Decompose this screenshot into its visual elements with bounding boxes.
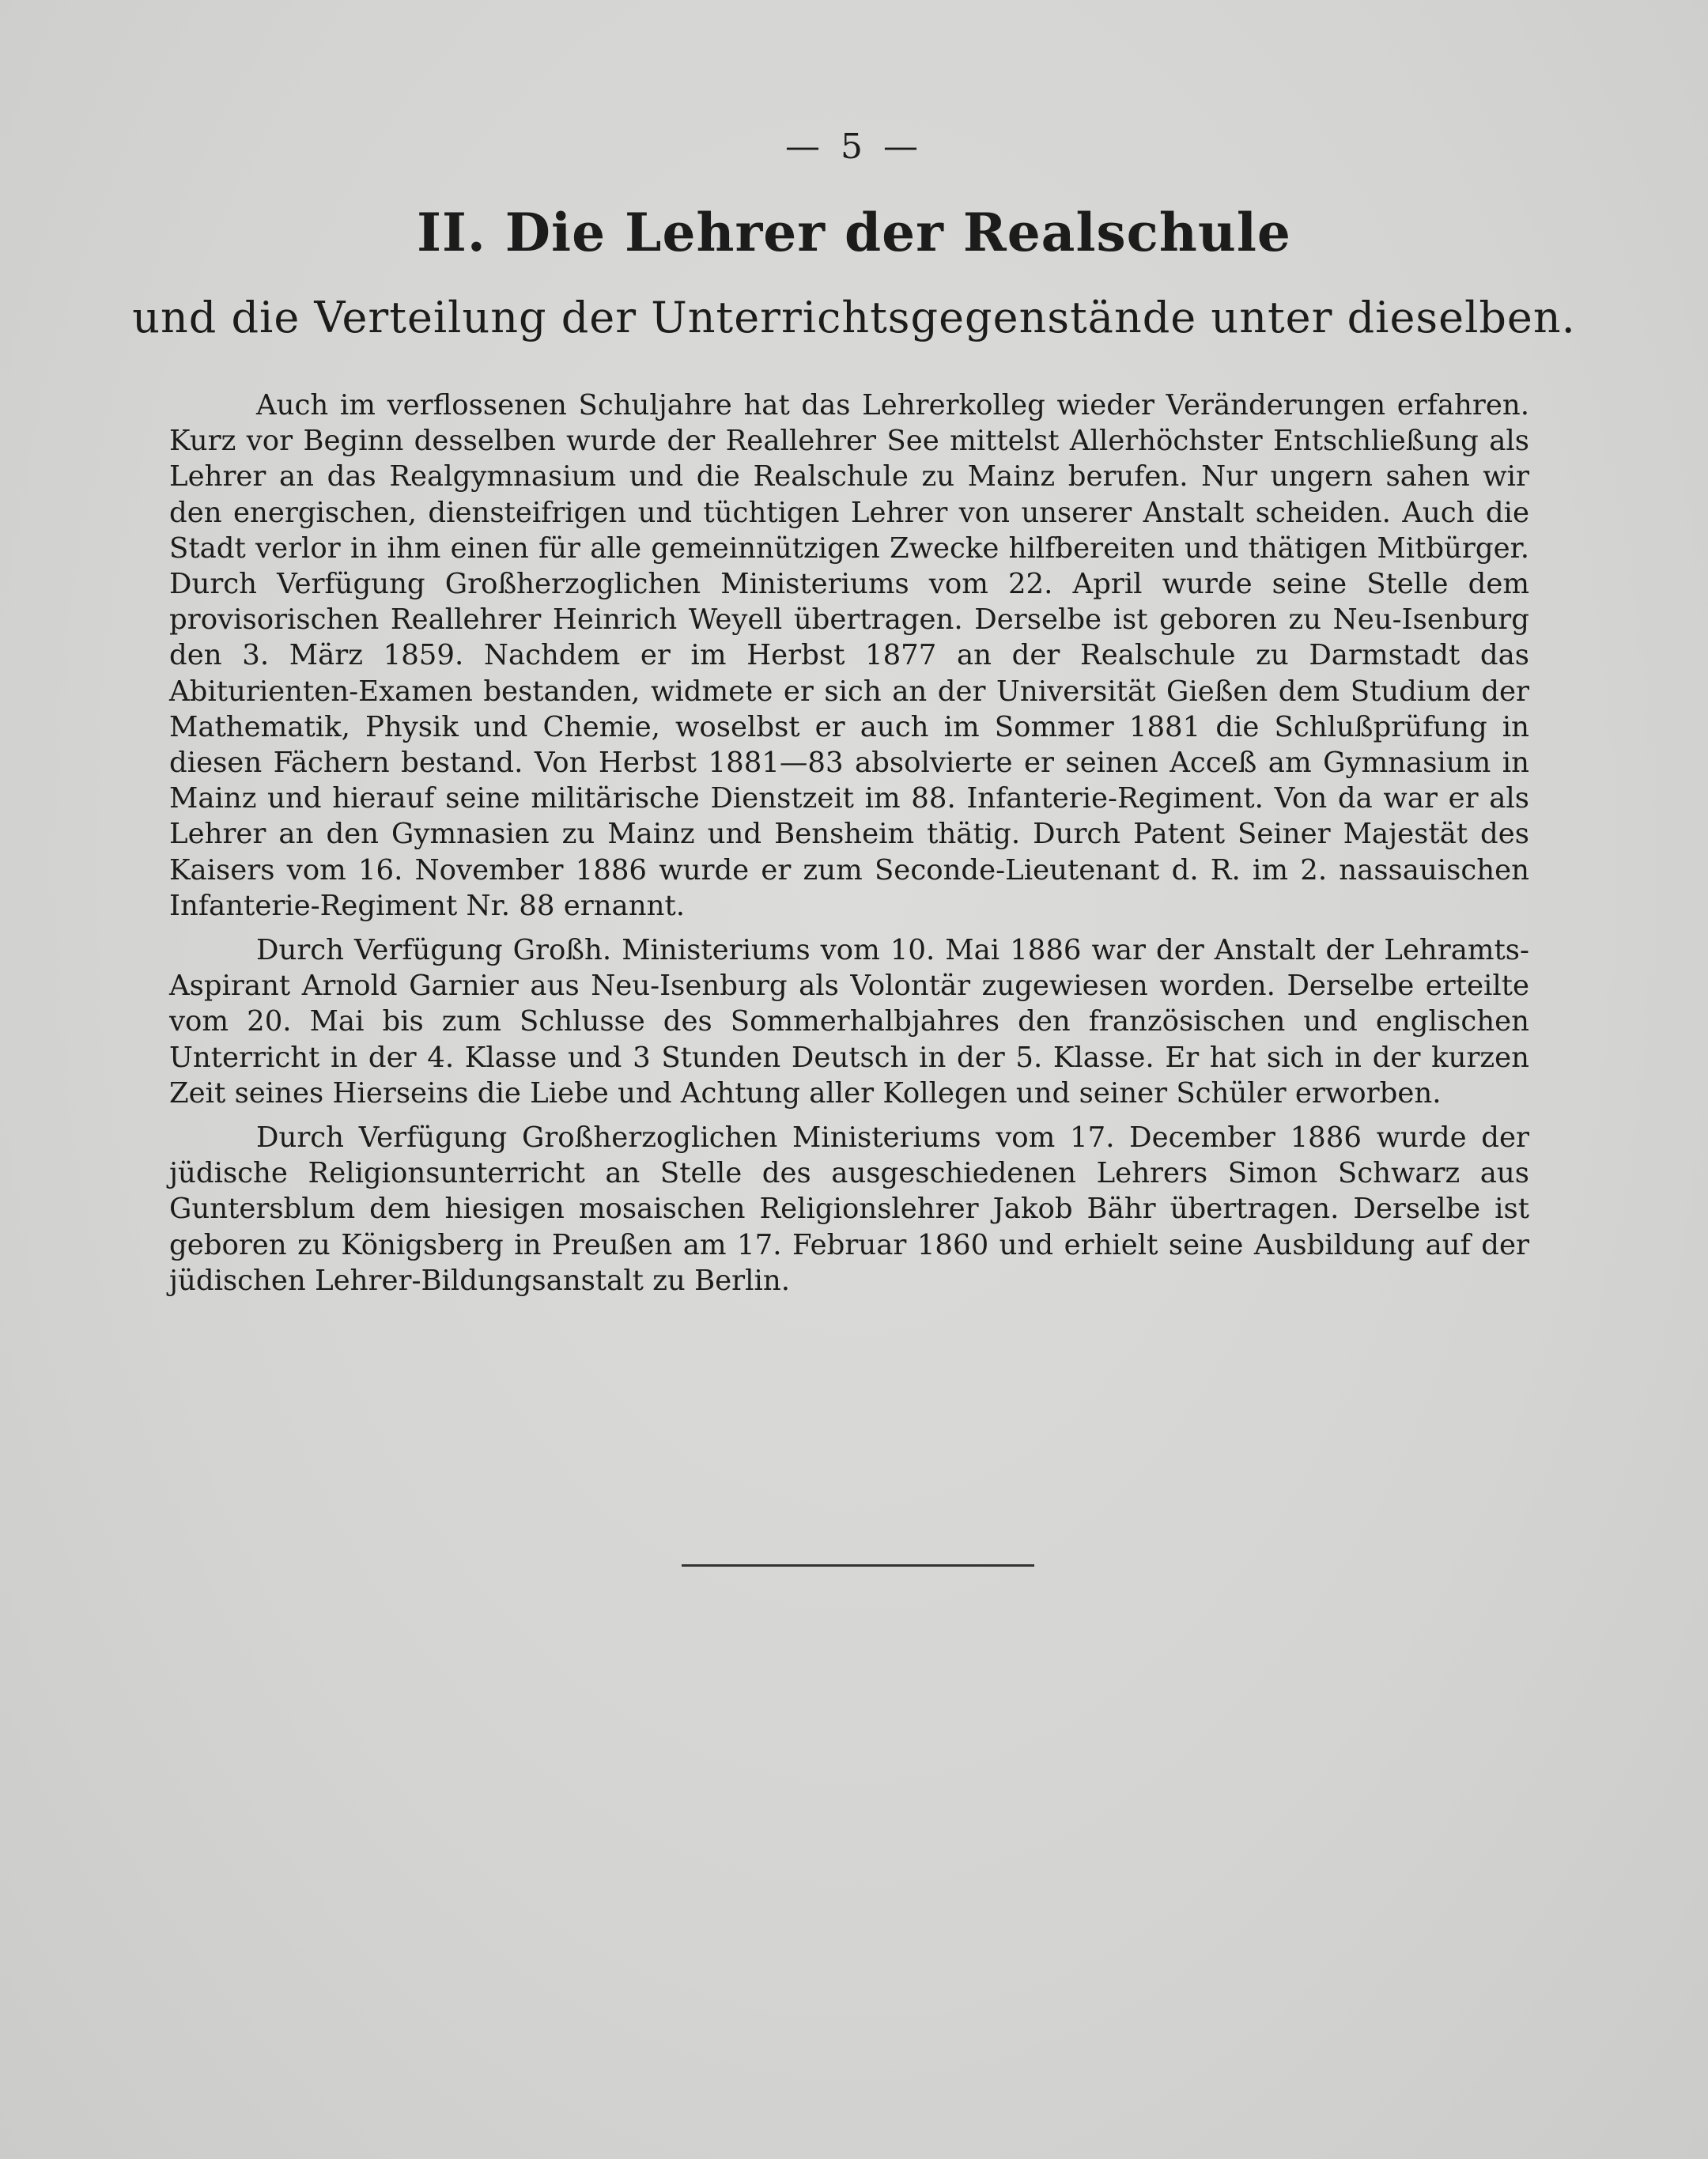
section-end-rule xyxy=(682,1564,1034,1567)
paragraph-volunteer: Durch Verfügung Großh. Ministeriums vom 10. Mai 1886 war der Anstalt der Lehramts-Aspirant Arnold Garnier aus Neu-Isenburg als Volontär zugewiesen worden. Derselbe erteilte vom 20. Mai bis zum Schlusse des Sommerhalbjahres den französischen und englischen Unterricht in der 4. Klasse und 3 Stunden Deutsch in der 5. Klasse. Er hat sich in der kurzen Zeit seines Hierseins die Liebe und Achtung aller Kollegen und seiner Schüler erworben. xyxy=(169,934,1529,1110)
paragraph-religion-teacher: Durch Verfügung Großherzoglichen Ministeriums vom 17. December 1886 wurde der jüdische Religionsunterricht an Stelle des ausgeschiedenen Lehrers Simon Schwarz aus Guntersblum dem hiesigen mosaischen Religionslehrer Jakob Bähr übertragen. Derselbe ist geboren zu Königsberg in Preußen am 17. Februar 1860 und erhielt seine Ausbildung auf der jüdischen Lehrer-Bildungsanstalt zu Berlin. xyxy=(169,1121,1529,1297)
paragraph-teacher-changes: Auch im verflossenen Schuljahre hat das Lehrerkolleg wieder Veränderungen erfahren. Kurz vor Beginn desselben wurde der Reallehrer See mittelst Allerhöchster Entschließung als Lehrer an das Realgymnasium und die Realschule zu Mainz berufen. Nur ungern sahen wir den energischen, diensteifrigen und tüchtigen Lehrer von unserer Anstalt scheiden. Auch die Stadt verlor in ihm einen für alle gemeinnützigen Zwecke hilfbereiten und thätigen Mitbürger. Durch Verfügung Großherzoglichen Ministeriums vom 22. April wurde seine Stelle dem provisorischen Reallehrer Heinrich Weyell übertragen. Derselbe ist geboren zu Neu-Isenburg den 3. März 1859. Nachdem er im Herbst 1877 an der Realschule zu Darmstadt das Abiturienten-Examen bestanden, widmete er sich an der Universität Gießen dem Studium der Mathematik, Physik und Chemie, woselbst er auch im Sommer 1881 die Schlußprüfung in diesen Fächern bestand. Von Herbst 1881—83 absolvierte er seinen Acceß am Gymnasium in Mainz und hierauf seine militärische Dienstzeit im 88. Infanterie-Regiment. Von da war er als Lehrer an den Gymnasien zu Mainz und Bensheim thätig. Durch Patent Seiner Majestät des Kaisers vom 16. November 1886 wurde er zum Seconde-Lieutenant d. R. im 2. nassauischen Infanterie-Regiment Nr. 88 ernannt. xyxy=(169,389,1529,922)
section-subheading: und die Verteilung der Unterrichtsgegenstände unter dieselben. xyxy=(132,293,1576,342)
page-number: — 5 — xyxy=(785,127,923,167)
section-heading: II. Die Lehrer der Realschule xyxy=(417,202,1291,263)
body-text xyxy=(169,388,1529,1307)
